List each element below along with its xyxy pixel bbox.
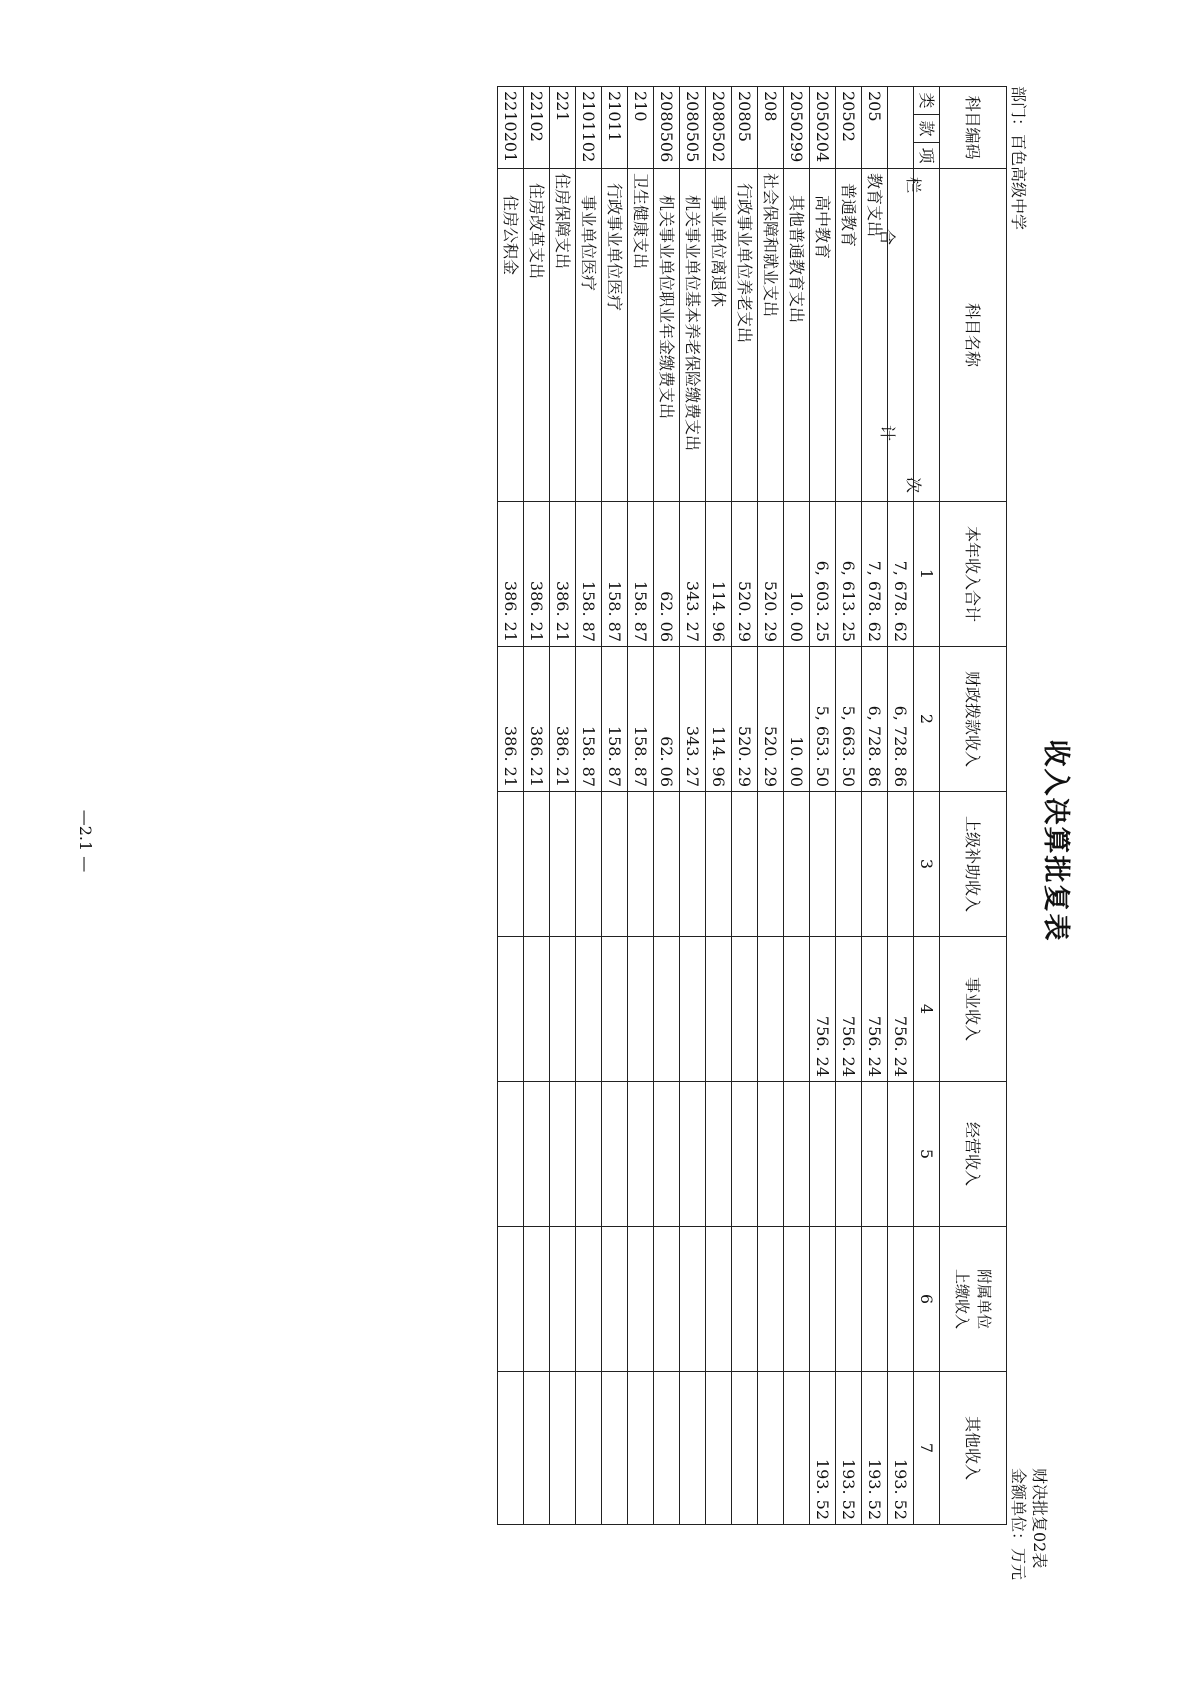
row-c6 [680, 1227, 706, 1372]
row-c4 [550, 937, 576, 1082]
row-c5 [680, 1082, 706, 1227]
row-c3 [758, 792, 784, 937]
row-name: 机关事业单位基本养老保险缴费支出 [680, 169, 706, 502]
row-c6 [524, 1227, 550, 1372]
row-c1: 158. 87 [628, 502, 654, 647]
row-c3 [706, 792, 732, 937]
table-row [810, 87, 836, 1525]
table-row [628, 87, 654, 1525]
row-name: 事业单位医疗 [576, 169, 602, 502]
row-c5 [836, 1082, 862, 1227]
row-c5 [524, 1082, 550, 1227]
row-name: 行政事业单位医疗 [602, 169, 628, 502]
row-c4 [706, 937, 732, 1082]
row-c7 [680, 1372, 706, 1525]
row-c3 [576, 792, 602, 937]
row-c7 [602, 1372, 628, 1525]
row-c1: 6, 603. 25 [810, 502, 836, 647]
header-code-xiang: 项 [914, 143, 940, 169]
row-c4 [602, 937, 628, 1082]
total-c3 [888, 792, 914, 937]
header-lanci-ci: 次 [904, 476, 924, 493]
row-c5 [498, 1082, 524, 1227]
col-number-4: 4 [914, 937, 940, 1082]
row-c5 [576, 1082, 602, 1227]
row-c2: 520. 29 [732, 647, 758, 792]
row-c5 [784, 1082, 810, 1227]
row-c4 [758, 937, 784, 1082]
row-c6 [732, 1227, 758, 1372]
row-c7: 193. 52 [810, 1372, 836, 1525]
header-code-lei: 类 [914, 87, 940, 115]
row-c2: 158. 87 [576, 647, 602, 792]
col-number-3: 3 [914, 792, 940, 937]
row-code: 2080506 [654, 87, 680, 169]
row-c7 [576, 1372, 602, 1525]
row-c1: 7, 678. 62 [862, 502, 888, 647]
row-c6 [784, 1227, 810, 1372]
row-c7: 193. 52 [862, 1372, 888, 1525]
table-row [654, 87, 680, 1525]
row-c3 [862, 792, 888, 937]
total-c1: 7, 678. 62 [888, 502, 914, 647]
row-c4 [576, 937, 602, 1082]
row-c1: 158. 87 [576, 502, 602, 647]
header-c5: 经营收入 [940, 1082, 1007, 1227]
table-row [524, 87, 550, 1525]
row-c1: 386. 21 [498, 502, 524, 647]
col-number-1: 1 [914, 502, 940, 647]
total-c5 [888, 1082, 914, 1227]
row-c4: 756. 24 [810, 937, 836, 1082]
total-c4: 756. 24 [888, 937, 914, 1082]
row-c5 [732, 1082, 758, 1227]
income-table [497, 86, 1007, 1525]
row-code: 2080502 [706, 87, 732, 169]
row-name: 住房改革支出 [524, 169, 550, 502]
row-c1: 10. 00 [784, 502, 810, 647]
row-c3 [654, 792, 680, 937]
row-c1: 62. 06 [654, 502, 680, 647]
row-c4 [784, 937, 810, 1082]
row-code: 2080505 [680, 87, 706, 169]
row-name: 行政事业单位养老支出 [732, 169, 758, 502]
row-c2: 158. 87 [602, 647, 628, 792]
table-row [550, 87, 576, 1525]
row-code: 22102 [524, 87, 550, 169]
row-c5 [628, 1082, 654, 1227]
header-c4: 事业收入 [940, 937, 1007, 1082]
row-c7 [654, 1372, 680, 1525]
row-code: 205 [862, 87, 888, 169]
row-c2: 386. 21 [498, 647, 524, 792]
header-lanci [904, 169, 940, 502]
row-name: 高中教育 [810, 169, 836, 502]
row-c5 [758, 1082, 784, 1227]
col-number-2: 2 [914, 647, 940, 792]
row-c5 [810, 1082, 836, 1227]
row-c3 [810, 792, 836, 937]
row-c1: 386. 21 [524, 502, 550, 647]
total-c2: 6, 728. 86 [888, 647, 914, 792]
total-label-he: 合 [878, 229, 898, 246]
header-c6-line2: 上缴收入 [953, 1268, 971, 1329]
total-label-ji: 计 [878, 424, 898, 441]
row-code: 20805 [732, 87, 758, 169]
row-c2: 520. 29 [758, 647, 784, 792]
row-c2: 114. 96 [706, 647, 732, 792]
row-c4 [680, 937, 706, 1082]
row-c6 [862, 1227, 888, 1372]
row-c5 [862, 1082, 888, 1227]
row-c3 [524, 792, 550, 937]
total-label [878, 169, 914, 502]
row-c4 [654, 937, 680, 1082]
row-c2: 386. 21 [550, 647, 576, 792]
row-code: 2050299 [784, 87, 810, 169]
header-c3: 上级补助收入 [940, 792, 1007, 937]
row-c2: 10. 00 [784, 647, 810, 792]
row-c3 [680, 792, 706, 937]
row-name: 教育支出 [862, 169, 888, 502]
row-c1: 6, 613. 25 [836, 502, 862, 647]
row-c6 [628, 1227, 654, 1372]
row-c7 [550, 1372, 576, 1525]
row-code: 2050204 [810, 87, 836, 169]
row-c7 [758, 1372, 784, 1525]
row-c2: 62. 06 [654, 647, 680, 792]
table-row [784, 87, 810, 1525]
row-c2: 6, 728. 86 [862, 647, 888, 792]
total-c6 [888, 1227, 914, 1372]
row-c6 [810, 1227, 836, 1372]
row-c4: 756. 24 [862, 937, 888, 1082]
table-row [732, 87, 758, 1525]
row-code: 21011 [602, 87, 628, 169]
form-code: 财决批复02表 [1030, 1468, 1049, 1569]
row-c6 [706, 1227, 732, 1372]
row-c4: 756. 24 [836, 937, 862, 1082]
row-code: 20502 [836, 87, 862, 169]
row-c1: 158. 87 [602, 502, 628, 647]
row-c1: 386. 21 [550, 502, 576, 647]
row-c5 [602, 1082, 628, 1227]
page-title: 收入决算批复表 [1040, 739, 1071, 943]
header-row-top [940, 87, 1007, 1525]
row-name: 住房公积金 [498, 169, 524, 502]
row-c7: 193. 52 [836, 1372, 862, 1525]
row-c4 [524, 937, 550, 1082]
col-number-6: 6 [914, 1227, 940, 1372]
row-c2: 158. 87 [628, 647, 654, 792]
header-code-kuan: 款 [914, 115, 940, 143]
col-number-5: 5 [914, 1082, 940, 1227]
header-c6-line1: 附属单位 [975, 1268, 993, 1329]
row-c5 [550, 1082, 576, 1227]
row-c1: 343. 27 [680, 502, 706, 647]
row-c3 [498, 792, 524, 937]
row-code: 208 [758, 87, 784, 169]
row-name: 卫生健康支出 [628, 169, 654, 502]
total-c7: 193. 52 [888, 1372, 914, 1525]
header-c2: 财政拨款收入 [940, 647, 1007, 792]
row-c6 [550, 1227, 576, 1372]
row-code: 221 [550, 87, 576, 169]
row-c6 [602, 1227, 628, 1372]
row-c2: 5, 663. 50 [836, 647, 862, 792]
row-c3 [628, 792, 654, 937]
table-row [706, 87, 732, 1525]
total-code-cell [888, 87, 914, 169]
row-c3 [732, 792, 758, 937]
row-c6 [836, 1227, 862, 1372]
row-c1: 520. 29 [758, 502, 784, 647]
row-c4 [732, 937, 758, 1082]
row-name: 事业单位离退休 [706, 169, 732, 502]
row-c5 [654, 1082, 680, 1227]
row-c6 [576, 1227, 602, 1372]
table-row [836, 87, 862, 1525]
row-name: 普通教育 [836, 169, 862, 502]
col-number-7: 7 [914, 1372, 940, 1525]
row-c7 [784, 1372, 810, 1525]
row-c6 [498, 1227, 524, 1372]
amount-unit: 金额单位：万元 [1009, 1468, 1028, 1581]
row-c1: 520. 29 [732, 502, 758, 647]
row-c4 [628, 937, 654, 1082]
row-name: 住房保障支出 [550, 169, 576, 502]
table-row [498, 87, 524, 1525]
page-number: —2.1 — [76, 809, 95, 873]
row-c4 [498, 937, 524, 1082]
row-c1: 114. 96 [706, 502, 732, 647]
header-c6 [940, 1227, 1007, 1372]
row-c6 [758, 1227, 784, 1372]
row-name: 社会保障和就业支出 [758, 169, 784, 502]
table-row [758, 87, 784, 1525]
row-c2: 5, 653. 50 [810, 647, 836, 792]
row-c6 [654, 1227, 680, 1372]
table-row [680, 87, 706, 1525]
row-c5 [706, 1082, 732, 1227]
header-c1: 本年收入合计 [940, 502, 1007, 647]
row-code: 210 [628, 87, 654, 169]
department-label: 部门：百色高级中学 [1009, 86, 1028, 231]
row-name: 机关事业单位职业年金缴费支出 [654, 169, 680, 502]
row-name: 其他普通教育支出 [784, 169, 810, 502]
row-c7 [732, 1372, 758, 1525]
row-c7 [498, 1372, 524, 1525]
header-code-group: 科目编码 [940, 87, 1007, 169]
row-c7 [524, 1372, 550, 1525]
row-code: 2210201 [498, 87, 524, 169]
row-c2: 386. 21 [524, 647, 550, 792]
table-row [862, 87, 888, 1525]
table-row [576, 87, 602, 1525]
table-body [498, 87, 914, 1525]
row-c3 [784, 792, 810, 937]
row-c2: 343. 27 [680, 647, 706, 792]
row-c7 [628, 1372, 654, 1525]
total-row [888, 87, 914, 1525]
row-code: 2101102 [576, 87, 602, 169]
row-c3 [836, 792, 862, 937]
row-c7 [706, 1372, 732, 1525]
header-c7: 其他收入 [940, 1372, 1007, 1525]
table-row [602, 87, 628, 1525]
header-row-lanci [914, 87, 940, 1525]
header-name: 科目名称 [940, 169, 1007, 502]
row-c3 [602, 792, 628, 937]
header-lanci-lan: 栏 [904, 177, 924, 194]
row-c3 [550, 792, 576, 937]
